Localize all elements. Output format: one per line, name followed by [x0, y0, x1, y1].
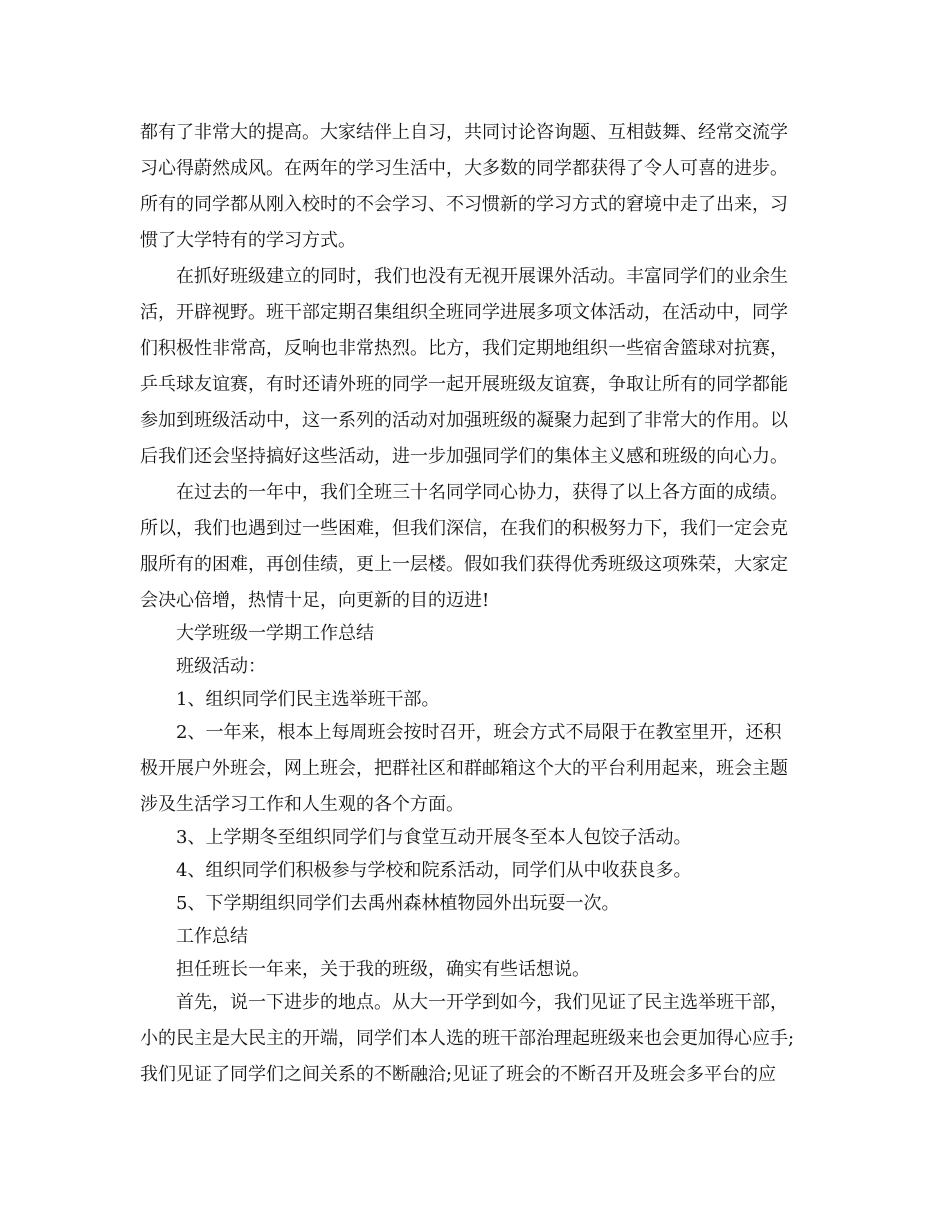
- list-item: 5、下学期组织同学们去禹州森林植物园外出玩耍一次。: [176, 893, 620, 914]
- list-item: 3、上学期冬至组织同学们与食堂互动开展冬至本人包饺子活动。: [176, 827, 692, 848]
- text-line: 极开展户外班会，网上班会，把群社区和群邮箱这个大的平台利用起来，班会主题: [140, 758, 788, 779]
- text-line: 们积极性非常高，反响也非常热烈。比方，我们定期地组织一些宿舍篮球对抗赛，: [140, 338, 788, 359]
- list-item: 2、一年来，根本上每周班会按时召开，班会方式不局限于在教室里开，还积: [176, 722, 782, 743]
- text-line: 所以，我们也遇到过一些困难，但我们深信，在我们的积极努力下，我们一定会克: [140, 518, 788, 539]
- subsection-heading: 班级活动：: [176, 656, 266, 677]
- section-heading: 大学班级一学期工作总结: [176, 623, 374, 644]
- text-line: 所有的同学都从刚入校时的不会学习、不习惯新的学习方式的窘境中走了出来，习: [140, 194, 788, 215]
- paragraph-start-line: 在抓好班级建立的同时，我们也没有无视开展课外活动。丰富同学们的业余生: [176, 266, 788, 287]
- text-line: 活，开辟视野。班干部定期召集组织全班同学进展多项文体活动，在活动中，同学: [140, 302, 788, 323]
- text-line: 习心得蔚然成风。在两年的学习生活中，大多数的同学都获得了令人可喜的进步。: [140, 158, 788, 179]
- paragraph-start-line: 在过去的一年中，我们全班三十名同学同心协力，获得了以上各方面的成绩。: [176, 482, 788, 503]
- paragraph-start-line: 首先，说一下进步的地点。从大一开学到如今，我们见证了民主选举班干部，: [176, 992, 788, 1013]
- text-line: 乒乓球友谊赛，有时还请外班的同学一起开展班级友谊赛，争取让所有的同学都能: [140, 374, 788, 395]
- text-line: 后我们还会坚持搞好这些活动，进一步加强同学们的集体主义感和班级的向心力。: [140, 446, 788, 467]
- paragraph-line: 担任班长一年来，关于我的班级，确实有些话想说。: [176, 959, 590, 980]
- text-line: 都有了非常大的提高。大家结伴上自习，共同讨论咨询题、互相鼓舞、经常交流学: [140, 122, 788, 143]
- text-line: 涉及生活学习工作和人生观的各个方面。: [140, 794, 464, 815]
- text-line: 惯了大学特有的学习方式。: [140, 230, 356, 251]
- text-line: 会决心倍增，热情十足，向更新的目的迈进!: [140, 590, 490, 611]
- list-item: 1、组织同学们民主选举班干部。: [176, 689, 440, 710]
- text-line: 服所有的困难，再创佳绩，更上一层楼。假如我们获得优秀班级这项殊荣，大家定: [140, 554, 788, 575]
- text-line: 小的民主是大民主的开端，同学们本人选的班干部治理起班级来也会更加得心应手;: [140, 1028, 795, 1049]
- subsection-heading: 工作总结: [176, 926, 248, 947]
- text-line: 参加到班级活动中，这一系列的活动对加强班级的凝聚力起到了非常大的作用。以: [140, 410, 788, 431]
- list-item: 4、组织同学们积极参与学校和院系活动，同学们从中收获良多。: [176, 860, 692, 881]
- text-line: 我们见证了同学们之间关系的不断融洽;见证了班会的不断召开及班会多平台的应: [140, 1064, 777, 1085]
